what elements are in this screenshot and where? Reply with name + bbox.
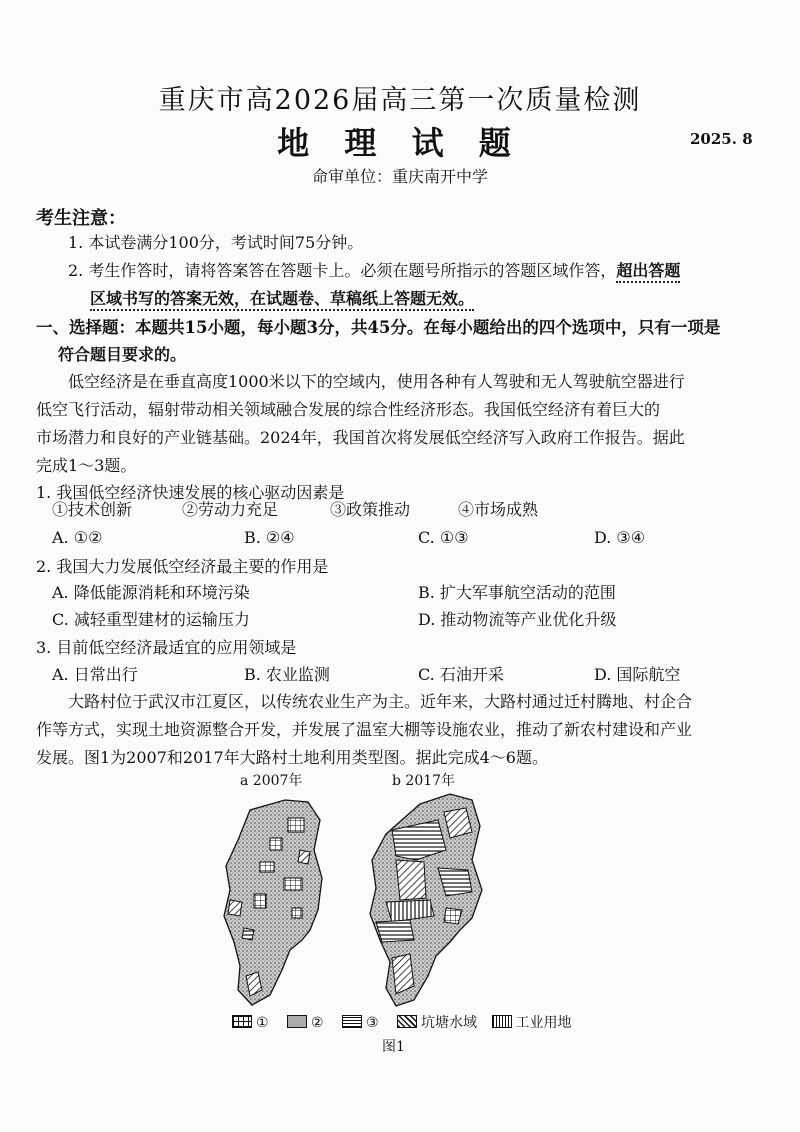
section-heading: 一、选择题：本题共15小题，每小题3分，共45分。在每小题给出的四个选项中，只有一项是 <box>36 318 721 337</box>
notice-heading: 考生注意： <box>36 208 126 229</box>
subject-title: 地 理 试 题 <box>277 124 523 162</box>
legend-item-1: ① <box>232 1015 269 1031</box>
legend-item-pond: 坑塘水域 <box>397 1015 477 1031</box>
q1-item-2: ②劳动力充足 <box>182 500 279 519</box>
passage2-line: 发展。图1为2007和2017年大路村土地利用类型图。据此完成4～6题。 <box>36 748 548 767</box>
q1-option-d[interactable]: D. ③④ <box>594 528 646 547</box>
organizer: 命审单位：重庆南开中学 <box>311 167 488 186</box>
notice-item-2-emphasis-cont: 区域书写的答案无效，在试题卷、草稿纸上答题无效。 <box>90 289 474 311</box>
exam-title: 重庆市高2026届高三第一次质量检测 <box>158 85 642 116</box>
q2-option-a[interactable]: A. 降低能源消耗和环境污染 <box>52 583 250 602</box>
q3-option-c[interactable]: C. 石油开采 <box>418 665 504 684</box>
q3-option-a[interactable]: A. 日常出行 <box>52 665 138 684</box>
question-3-stem: 3. 目前低空经济最适宜的应用领域是 <box>36 638 297 657</box>
q1-option-a[interactable]: A. ①② <box>52 528 103 547</box>
q1-option-c[interactable]: C. ①③ <box>418 528 469 547</box>
q1-item-3: ③政策推动 <box>330 500 411 519</box>
legend-item-2: ② <box>287 1015 324 1031</box>
land-use-maps <box>210 790 570 1012</box>
question-2-stem: 2. 我国大力发展低空经济最主要的作用是 <box>36 557 329 576</box>
notice-item-2-cont <box>90 285 474 313</box>
passage2-line: 作等方式，实现土地资源整合开发，并发展了温室大棚等设施农业，推动了新农村建设和产业 <box>36 720 693 739</box>
q3-option-b[interactable]: B. 农业监测 <box>244 665 330 684</box>
legend-item-3: ③ <box>342 1015 379 1031</box>
notice-item-2-emphasis: 超出答题 <box>616 261 680 283</box>
notice-item-2-text: 2. 考生作答时，请将答案答在答题卡上。必须在题号所指示的答题区域作答， <box>68 261 617 280</box>
map-2007 <box>224 800 322 1005</box>
map-2017 <box>370 794 482 1006</box>
passage1-line: 完成1～3题。 <box>36 456 137 475</box>
exam-date: 2025. 8 <box>690 130 753 148</box>
map-label-2017: b 2017年 <box>392 773 456 789</box>
passage1-line: 市场潜力和良好的产业链基础。2024年，我国首次将发展低空经济写入政府工作报告。据此 <box>36 428 685 447</box>
q1-item-4: ④市场成熟 <box>458 500 539 519</box>
legend-swatch-grid <box>232 1015 252 1028</box>
section-heading-cont: 符合题目要求的。 <box>58 345 187 364</box>
figure-caption: 图1 <box>382 1039 405 1055</box>
question-1-stem: 1. 我国低空经济快速发展的核心驱动因素是 <box>36 483 345 502</box>
legend-item-industrial: 工业用地 <box>492 1015 572 1031</box>
q2-option-d[interactable]: D. 推动物流等产业优化升级 <box>418 610 617 629</box>
passage2-line: 大路村位于武汉市江夏区，以传统农业生产为主。近年来，大路村通过迁村腾地、村企合 <box>68 692 693 711</box>
passage1-line: 低空经济是在垂直高度1000米以下的空域内，使用各种有人驾驶和无人驾驶航空器进行 <box>68 372 685 391</box>
q2-option-b[interactable]: B. 扩大军事航空活动的范围 <box>418 583 616 602</box>
q1-item-1: ①技术创新 <box>52 500 133 519</box>
passage1-line: 低空飞行活动，辐射带动相关领域融合发展的综合性经济形态。我国低空经济有着巨大的 <box>36 400 661 419</box>
notice-item-1: 1. 本试卷满分100分，考试时间75分钟。 <box>68 233 364 252</box>
legend-swatch-horizontal <box>342 1015 362 1028</box>
map-legend <box>232 1012 572 1032</box>
legend-swatch-diagonal <box>397 1015 417 1028</box>
notice-item-2 <box>68 257 680 285</box>
legend-swatch-vertical <box>492 1015 512 1028</box>
q2-option-c[interactable]: C. 减轻重型建材的运输压力 <box>52 610 250 629</box>
legend-swatch-dots <box>287 1015 307 1028</box>
map-label-2007: a 2007年 <box>240 773 303 789</box>
q1-option-b[interactable]: B. ②④ <box>244 528 295 547</box>
q3-option-d[interactable]: D. 国际航空 <box>594 665 681 684</box>
